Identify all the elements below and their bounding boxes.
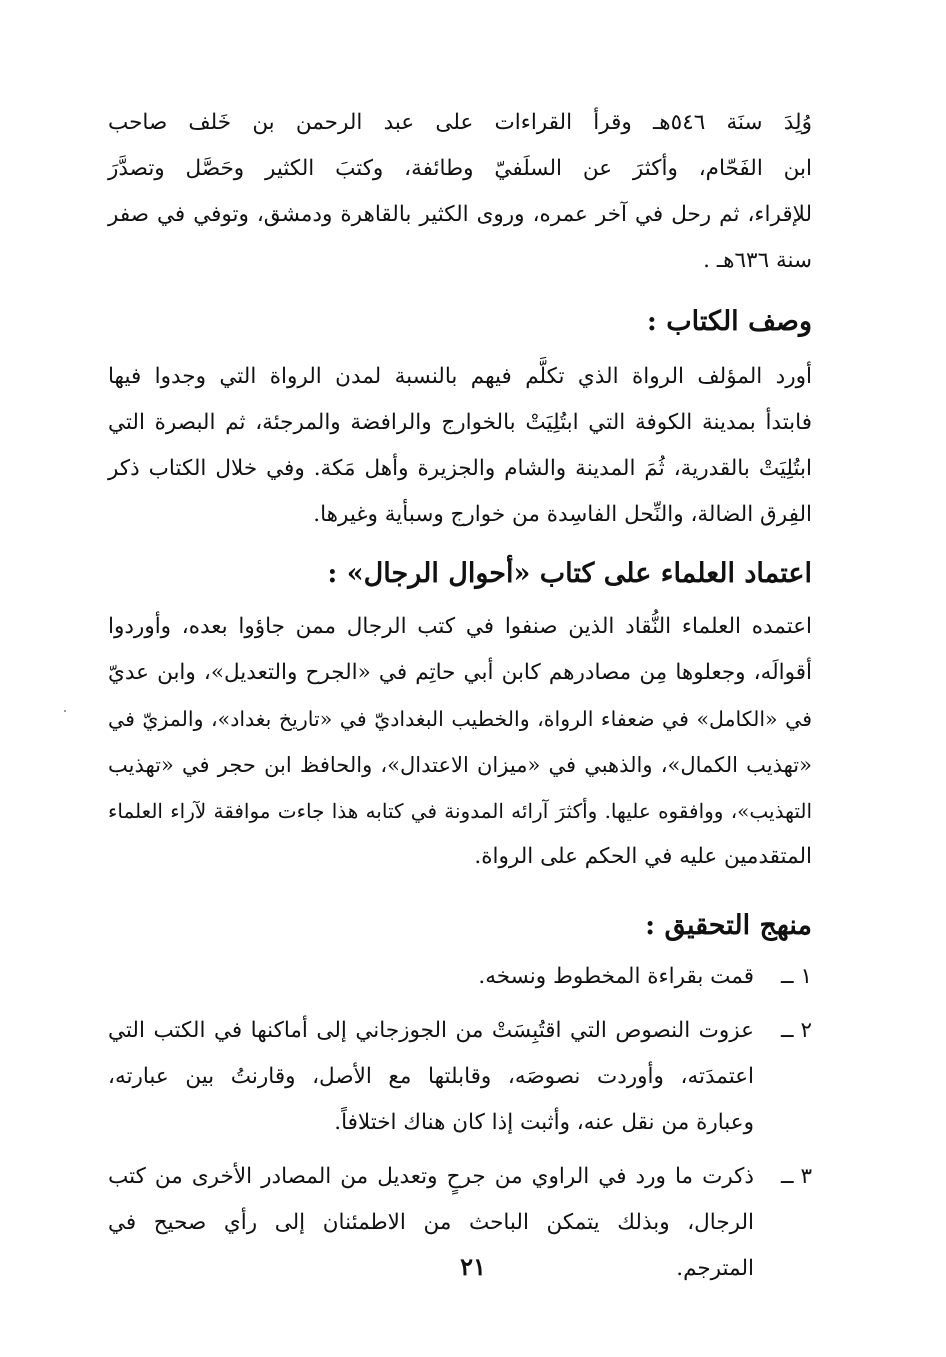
section-heading-methodology: منهج التحقيق : [645,910,812,941]
list-item-text [108,1008,754,1146]
book-description-paragraph [108,354,812,538]
paragraph-line: أقوالَه، وجعلوها مِن مصادرهم كابن أبي حاتِم في «الجرح والتعديل»، وابن عديّ [108,660,812,685]
list-item-text [108,954,754,1000]
intro-line: للإقراء، ثم رحل في آخر عمره، وروى الكثير بالقاهرة ودمشق، وتوفي في صفر [108,202,812,227]
list-item-line: الرجال، وبذلك يتمكن الباحث من الاطمئنان إلى رأي صحيح في [108,1210,754,1235]
paragraph-line: اعتمده العلماء النُّقاد الذين صنفوا في كتب الرجال ممن جاؤوا بعده، وأوردوا [108,614,812,639]
intro-line: ابن الفَحّام، وأكثرَ عن السلَفيّ وطائفة، وكتبَ الكثير وحَصَّل وتصدَّرَ [108,156,812,181]
list-item [108,1008,812,1146]
intro-line: سنة ٦٣٦هـ . [703,248,812,273]
list-item-number: ١ ــ [781,964,812,989]
list-item-number: ٢ ــ [781,1018,812,1043]
list-item-number: ٣ ــ [781,1164,812,1189]
paragraph-line: التهذيب»، ووافقوه عليها. وأكثرَ آرائه المدونة في كتابه هذا جاءت موافقة لآراء العلماء [108,799,812,823]
paragraph-line: ابتُلِيَتْ بالقدرية، ثُمَ المدينة والشام والجزيرة وأهل مَكة. وفي خلال الكتاب ذكر [108,456,812,481]
scholars-reliance-paragraph [108,604,812,880]
section-heading-book-description: وصف الكتاب : [646,306,812,337]
paragraph-line: المتقدمين عليه في الحكم على الرواة. [474,844,812,869]
list-item-line: المترجم. [676,1256,754,1281]
list-item [108,954,812,1000]
intro-paragraph [108,100,812,284]
list-item-line: اعتمدَته، وأوردت نصوصَه، وقابلتها مع الأصل، وقارنتُ بين عبارته، [108,1064,754,1089]
scan-speck [64,710,66,712]
page-body [108,100,812,1300]
paragraph-line: «تهذيب الكمال»، والذهبي في «ميزان الاعتدال»، والحافظ ابن حجر في «تهذيب [108,753,812,777]
section-heading-scholars-reliance: اعتماد العلماء على كتاب «أحوال الرجال» : [327,558,812,589]
list-item-line: قمت بقراءة المخطوط ونسخه. [478,964,754,989]
paragraph-line: الفِرق الضالة، والنِّحل الفاسِدة من خوارج وسبأية وغيرها. [313,502,812,527]
list-item-line: ذكرت ما ورد في الراوي من جرحٍ وتعديل من المصادر الأخرى من كتب [108,1164,754,1189]
methodology-list [108,954,812,1292]
paragraph-line: فابتدأ بمدينة الكوفة التي ابتُلِيَتْ بالخوارج والرافضة والمرجئة، ثم البصرة التي [108,410,812,435]
list-item-line: عزوت النصوص التي اقتُبِسَتْ من الجوزجاني إلى أماكنها في الكتب التي [108,1018,754,1043]
page-number: ٢١ [460,1252,486,1281]
intro-line: وُلِدَ سنَة ٥٤٦هـ وقرأ القراءات على عبد الرحمن بن خَلف صاحب [108,110,812,135]
list-item-line: وعبارة من نقل عنه، وأثبت إذا كان هناك اختلافاً. [334,1110,754,1135]
paragraph-line: في «الكامل» في ضعفاء الرواة، والخطيب البغداديّ في «تاريخ بغداد»، والمزيّ في [108,707,812,731]
paragraph-line: أورد المؤلف الرواة الذي تكلَّم فيهم بالنسبة لمدن الرواة التي وجدوا فيها [108,364,812,389]
